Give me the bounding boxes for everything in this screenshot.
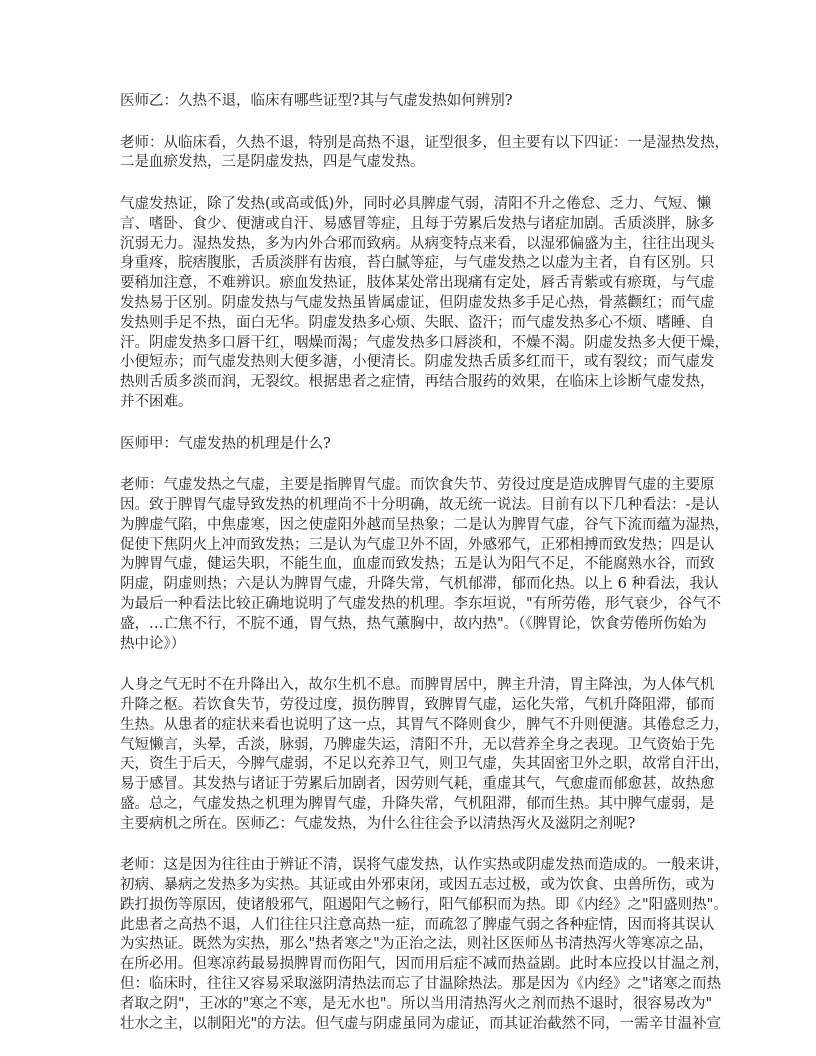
- text-line: 发热易于区别。阴虚发热与气虚发热虽皆属虚证，但阴虚发热多手足心热，骨蒸颧红；而气虚: [120, 294, 715, 311]
- text-line: 要稍加注意，不难辨识。瘀血发热证，肢体某处常出现痛有定处，唇舌青紫或有瘀斑，与气虚: [120, 275, 715, 292]
- paragraph: [120, 92, 702, 112]
- text-line: 热则舌质多淡而润，无裂纹。根据患者之症情，再结合服药的效果，在临床上诊断气虚发热，: [120, 374, 715, 391]
- text-line: 易于感冒。其发热与诸证于劳累后加剧者，因劳则气耗，重虚其气，气愈虚而郁愈甚，故热愈: [120, 776, 715, 793]
- document-page: [120, 92, 729, 1056]
- text-line: 人身之气无时不在升降出入，故尔生机不息。而脾胃居中，脾主升清，胃主降浊，为人体气机: [120, 677, 715, 694]
- text-line: 在所必用。但寒凉药最易损脾胃而伤阳气，因而用后症不减而热益剧。此时本应投以甘温之剂，: [120, 956, 729, 973]
- paragraph: [120, 676, 729, 834]
- text-line: 壮水之主，以制阳光"的方法。但气虚与阴虚虽同为虚证，而其证治截然不同，一需辛甘温补宣: [120, 1015, 722, 1032]
- paragraph: [120, 195, 729, 413]
- text-line: 为脾虚气陷，中焦虚寒，因之使虚阳外越而呈热象；二是认为脾胃气虚，谷气下流而蕴为湿热，: [120, 516, 729, 533]
- text-line: 身重疼，脘痞腹胀，舌质淡胖有齿痕，苔白腻等症，与气虚发热之以虚为主者，自有区别。只: [120, 255, 715, 272]
- text-line: 老师：气虚发热之气虚，主要是指脾胃气虚。而饮食失节、劳役过度是造成脾胃气虚的主要原: [120, 477, 715, 494]
- text-line: 为实热证。既然为实热，那么"热者寒之"为正治之法，则社区医师丛书清热泻火等寒凉之品，: [120, 936, 714, 953]
- text-line: 生热。从患者的症状来看也说明了这一点，其胃气不降则食少，脾气不升则便溏。其倦怠乏力，: [120, 716, 729, 733]
- text-line: 此患者之高热不退，人们往往只注意高热一症，而疏忽了脾虚气弱之各种症情，因而将其误认: [120, 916, 715, 933]
- text-line: 者取之阴"，王冰的"寒之不寒，是无水也"。所以当用清热泻火之剂而热不退时，很容易改为": [120, 995, 713, 1012]
- paragraph: [120, 134, 729, 174]
- text-line: 汗。阴虚发热多口唇干红，咽燥而渴；气虚发热多口唇淡和，不燥不渴。阴虚发热多大便干燥，: [120, 334, 729, 351]
- text-line: 天，资生于后天，今脾气虚弱，不足以充养卫气，则卫气虚，失其固密卫外之职，故常自汗出，: [120, 756, 729, 773]
- text-line: 因。致于脾胃气虚导致发热的机理尚不十分明确，故无统一说法。目前有以下几种看法：-是认: [120, 496, 720, 513]
- text-line: 气虚发热证，除了发热(或高或低)外，同时必具脾虚气弱，清阳不升之倦怠、乏力、气短、懒: [120, 195, 712, 212]
- text-line: 但：临床时，往往又容易采取滋阴清热法而忘了甘温除热法。那是因为《内经》之"诸寒之而热: [120, 976, 722, 993]
- text-line: 小便短赤；而气虚发热则大便多溏，小便清长。阴虚发热舌质多红而干，或有裂纹；而气虚发: [120, 354, 715, 371]
- paragraph: [120, 435, 702, 455]
- text-line: 阴虚，阴虚则热；六是认为脾胃气虚，升降失常，气机郁滞，郁而化热。以上 6 种看法，我认: [120, 576, 719, 593]
- text-line: 发热则手足不热，面白无华。阴虚发热多心烦、失眠、盗汗；而气虚发热多心不烦、嗜睡、自: [120, 314, 715, 331]
- text-line: 热中论》）: [120, 635, 186, 652]
- text-line: 升降之枢。若饮食失节，劳役过度，损伤脾胃，致脾胃气虚，运化失常，气机升降阻滞，郁而: [120, 696, 715, 713]
- text-line: 为最后一种看法比较正确地说明了气虚发热的机理。李东垣说，"有所劳倦，形气衰少，谷气不: [120, 595, 722, 612]
- text-line: 主要病机之所在。医师乙：气虚发热，为什么往往会予以清热泻火及滋阴之剂呢?: [120, 815, 636, 832]
- text-line: 为脾胃气虚，健运失职，不能生血，血虚而致发热；五是认为阳气不足，不能腐熟水谷，而致: [120, 556, 715, 573]
- text-line: 二是血瘀发热，三是阴虚发热，四是气虚发热。: [120, 154, 425, 171]
- text-line: 并不困难。: [120, 393, 193, 410]
- text-line: 老师：这是因为往往由于辨证不清，误将气虚发热，认作实热或阴虚发热而造成的。一般来讲，: [120, 857, 729, 874]
- text-line: 医师乙：久热不退，临床有哪些证型?其与气虚发热如何辨别?: [120, 93, 513, 109]
- text-line: 沉弱无力。湿热发热，多为内外合邪而致病。从病变特点来看，以湿邪偏盛为主，往往出现头: [120, 235, 715, 252]
- paragraph: [120, 856, 729, 1034]
- text-line: 促使下焦阴火上冲而致发热；三是认为气虚卫外不固，外感邪气，正邪相搏而致发热；四是认: [120, 536, 715, 553]
- text-line: 气短懒言，头晕，舌淡，脉弱，乃脾虚失运，清阳不升，无以营养全身之表现。卫气资始于先: [120, 736, 715, 753]
- paragraph: [120, 476, 729, 654]
- text-line: 言、嗜卧、食少、便溏或自汗、易感冒等症，且每于劳累后发热与诸症加剧。舌质淡胖，脉多: [120, 215, 715, 232]
- text-line: 老师：从临床看，久热不退，特别是高热不退，证型很多，但主要有以下四证：一是湿热发热，: [120, 134, 729, 151]
- text-line: 盛，…亡焦不行，不脘不通，胃气热，热气薰胸中，故内热"。（《脾胃论，饮食劳倦所伤始为: [120, 615, 707, 632]
- text-line: 医师甲：气虚发热的机理是什么?: [120, 435, 331, 452]
- text-line: 盛。总之，气虚发热之机理为脾胃气虚，升降失常，气机阻滞，郁而生热。其中脾气虚弱，是: [120, 795, 715, 812]
- text-line: 初病、暴病之发热多为实热。其证或由外邪束闭，或因五志过极，或为饮食、虫兽所伤，或为: [120, 877, 715, 894]
- text-line: 跌打损伤等原因，使诸般邪气，阻遏阳气之畅行，阳气郁积而为热。即《内经》之"阳盛则热"。: [120, 896, 728, 913]
